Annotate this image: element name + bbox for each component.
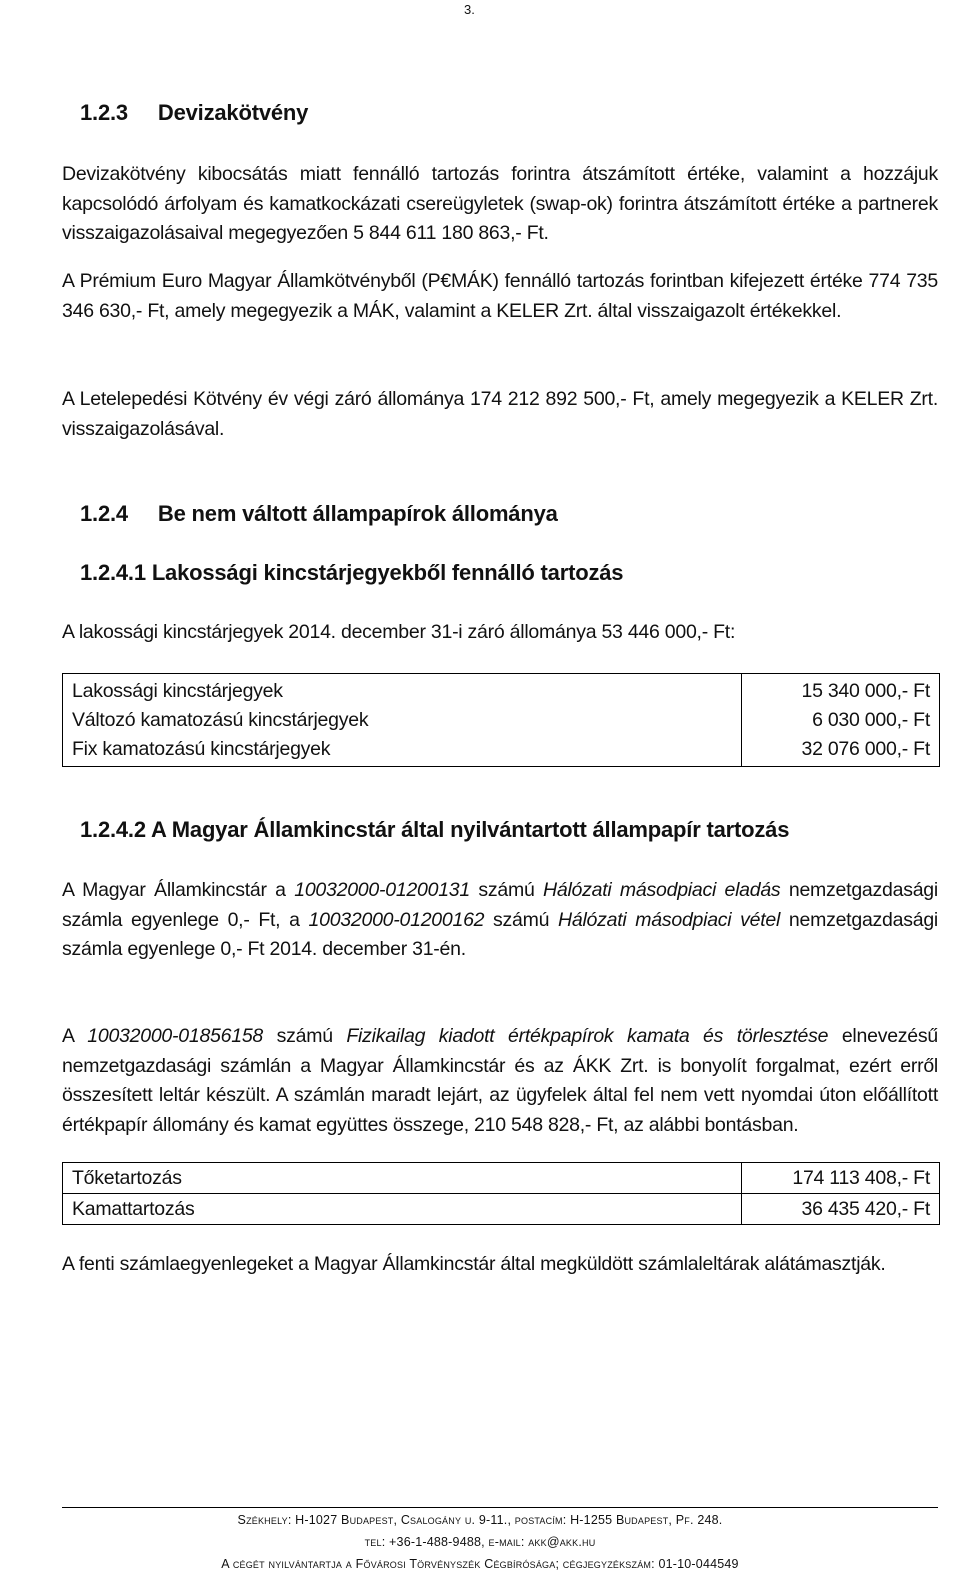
table-row: [63, 1163, 940, 1194]
section-heading-1-2-4: [80, 501, 558, 527]
table-row: [63, 706, 940, 735]
footer-address: Székhely: H-1027 Budapest, Csalogány u. 9-11., postacím: H-1255 Budapest, Pf. 248.: [237, 1513, 723, 1527]
text-run: A Magyar Államkincstár a: [62, 879, 295, 901]
table-row: [63, 1194, 940, 1225]
paragraph-devizakotveny: Devizakötvény kibocsátás miatt fennálló tartozás forintra átszámított értéke, valamint a hozzájuk kapcsolódó árfolyam és kamatkockázati csereügyletek (swap-ok) forintra átszámított értéke a partnerek visszaigazolásaival megegyezően 5 844 611 180 863,- Ft.: [62, 163, 938, 244]
table-cell-value: 32 076 000,- Ft: [742, 735, 940, 767]
table-cell-label: Fix kamatozású kincstárjegyek: [63, 735, 742, 767]
text-run: számú: [469, 879, 544, 901]
section-title: Lakossági kincstárjegyekből fennálló tartozás: [151, 560, 624, 585]
tartozas-table: [62, 1162, 940, 1225]
account-name: Hálózati másodpiaci eladás: [543, 879, 781, 901]
table-row: [63, 735, 940, 767]
paragraph-premium-euro: A Prémium Euro Magyar Államkötvényből (P€MÁK) fennálló tartozás forintban kifejezett értéke 774 735 346 630,- Ft, amely megegyezik a MÁK, valamint a KELER Zrt. által visszaigazolt értékekkel.: [62, 270, 938, 322]
footer-registry: A cégét nyilvántartja a Fővárosi Törvényszék Cégbírósága; cégjegyzékszám: 01-10-044549: [221, 1557, 739, 1571]
account-name: Fizikailag kiadott értékpapírok kamata és törlesztése: [346, 1025, 829, 1047]
section-title: A Magyar Államkincstár által nyilvántartott állampapír tartozás: [151, 817, 790, 842]
paragraph-lakossagi-intro: A lakossági kincstárjegyek 2014. december 31-i záró állománya 53 446 000,- Ft:: [62, 621, 736, 643]
table-cell-value: 6 030 000,- Ft: [742, 706, 940, 735]
paragraph-fizikai-ertekpapirok: [62, 1022, 938, 1140]
table-cell-label: Változó kamatozású kincstárjegyek: [63, 706, 742, 735]
text-run: A: [62, 1025, 88, 1047]
section-heading-1-2-3: [80, 100, 308, 126]
account-number: 10032000-01856158: [87, 1025, 264, 1047]
text-run: számú: [263, 1025, 347, 1047]
kincstarjegy-table: [62, 673, 940, 767]
section-number: 1.2.4: [80, 501, 128, 526]
table-cell-value: 36 435 420,- Ft: [742, 1194, 940, 1225]
paragraph-closing: A fenti számlaegyenlegeket a Magyar Államkincstár által megküldött számlaleltárak alátámasztják.: [62, 1253, 886, 1275]
text-run: számú: [484, 908, 559, 931]
table-row: [63, 674, 940, 707]
account-number: 10032000-01200131: [294, 879, 470, 901]
section-title: Devizakötvény: [157, 100, 309, 125]
table-cell-value: 174 113 408,- Ft: [742, 1163, 940, 1194]
section-heading-1-2-4-1: [80, 560, 623, 586]
text-run: nemzetgazdasági számla egyenlege 0,- Ft, a: [62, 879, 938, 931]
table-cell-label: Tőketartozás: [63, 1163, 742, 1194]
text-run: elnevezésű nemzetgazdasági számlán a Magyar Államkincstár és az ÁKK Zrt. is bonyolít forgalmat, ezért erről összesített leltár készült. A számlán maradt lejárt, az ügyfelek által fel nem vett nyomdai úton előállított értékpapír állomány és kamat együttes összege, 210 548 828,- Ft, az alábbi bontásban.: [62, 1025, 938, 1136]
page-number: 3.: [464, 2, 475, 17]
footer-contact: tel: +36-1-488-9488, e-mail: akk@akk.hu: [364, 1535, 596, 1549]
section-number: 1.2.4.1: [80, 560, 146, 585]
account-number: 10032000-01200162: [308, 908, 485, 931]
footer-divider: [62, 1507, 938, 1508]
table-cell-label: Lakossági kincstárjegyek: [63, 674, 742, 707]
section-title: Be nem váltott állampapírok állománya: [157, 501, 558, 526]
table-cell-label: Kamattartozás: [63, 1194, 742, 1225]
section-number: 1.2.4.2: [80, 817, 146, 842]
section-heading-1-2-4-2: [80, 817, 789, 843]
paragraph-mak-szamlak: [62, 876, 938, 965]
account-name: Hálózati másodpiaci vétel: [558, 908, 781, 931]
paragraph-letelepedesi: A Letelepedési Kötvény év végi záró állománya 174 212 892 500,- Ft, amely megegyezik a KELER Zrt. visszaigazolásával.: [62, 388, 938, 440]
text-run: nemzetgazdasági számla egyenlege 0,- Ft 2014. december 31-én.: [62, 908, 939, 960]
section-number: 1.2.3: [80, 100, 128, 125]
table-cell-value: 15 340 000,- Ft: [742, 674, 940, 707]
